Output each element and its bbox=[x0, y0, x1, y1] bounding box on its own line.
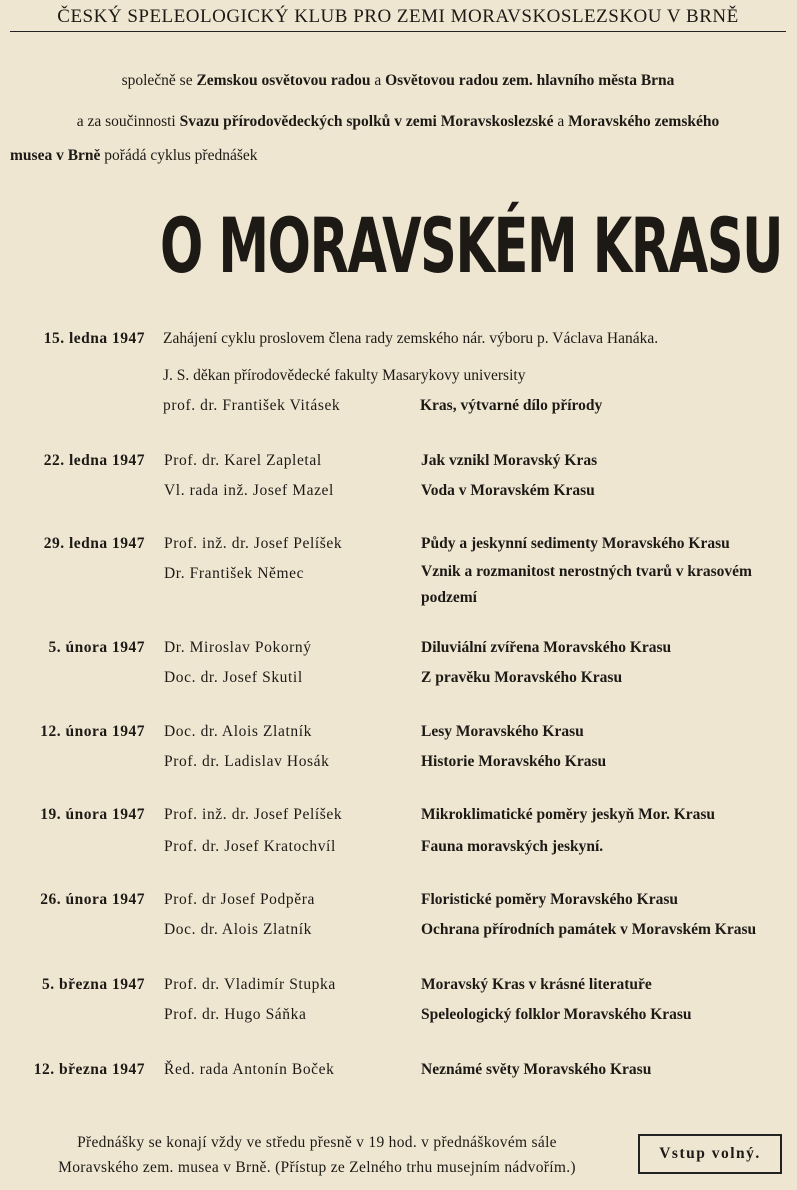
lecture-speaker: Prof. dr. Josef Kratochvíl bbox=[164, 838, 336, 855]
lecture-speaker: Doc. dr. Josef Skutil bbox=[164, 669, 303, 686]
intro-org: musea v Brně bbox=[10, 147, 101, 164]
poster-title: O MORAVSKÉM KRASU bbox=[160, 201, 783, 290]
lecture-topic: Fauna moravských jeskyní. bbox=[421, 838, 604, 855]
footer-line: Přednášky se konají vždy ve středu přesně v 19 hod. v přednáškovém sále bbox=[77, 1134, 557, 1151]
lecture-speaker: Prof. dr. Vladimír Stupka bbox=[164, 976, 336, 993]
lecture-topic: Speleologický folklor Moravského Krasu bbox=[421, 1006, 692, 1023]
lecture-topic: Ochrana přírodních památek v Moravském Krasu bbox=[421, 921, 757, 938]
intro-line-2 bbox=[10, 113, 786, 131]
lecture-topic: Půdy a jeskynní sedimenty Moravského Krasu bbox=[421, 535, 730, 552]
lecture-topic: Floristické poměry Moravského Krasu bbox=[421, 891, 679, 908]
intro-text: a bbox=[370, 72, 386, 89]
lecture-speaker: Řed. rada Antonín Boček bbox=[164, 1061, 335, 1078]
intro-org: Svazu přírodovědeckých spolků v zemi Moravskoslezské bbox=[179, 113, 554, 130]
lecture-date: 5. března 1947 bbox=[41, 976, 145, 993]
lecture-speaker: Vl. rada inž. Josef Mazel bbox=[164, 482, 334, 499]
intro-org: Zemskou osvětovou radou bbox=[196, 72, 371, 89]
lecture-topic: Z pravěku Moravského Krasu bbox=[421, 669, 623, 686]
lecture-date: 22. ledna 1947 bbox=[43, 452, 145, 469]
lecture-speaker: Prof. dr. Hugo Sáňka bbox=[164, 1006, 307, 1023]
intro-text: pořádá cyklus přednášek bbox=[100, 147, 258, 164]
intro-line-3 bbox=[10, 147, 786, 165]
lecture-topic: Kras, výtvarné dílo přírody bbox=[420, 397, 603, 414]
lecture-topic: Voda v Moravském Krasu bbox=[421, 482, 595, 499]
lecture-speaker: prof. dr. František Vitásek bbox=[163, 397, 341, 414]
lecture-topic: Neznámé světy Moravského Krasu bbox=[421, 1061, 652, 1078]
intro-org: Osvětovou radou zem. hlavního města Brna bbox=[385, 72, 675, 89]
organization-header: ČESKÝ SPELEOLOGICKÝ KLUB PRO ZEMI MORAVSKOSLEZSKOU V BRNĚ bbox=[10, 6, 786, 32]
lecture-topic: Jak vznikl Moravský Kras bbox=[421, 452, 598, 469]
lecture-date: 12. března 1947 bbox=[33, 1061, 145, 1078]
lecture-speaker: Prof. dr Josef Podpěra bbox=[164, 891, 315, 908]
lecture-speaker: Prof. dr. Karel Zapletal bbox=[164, 452, 322, 469]
opening-text: Zahájení cyklu proslovem člena rady zemského nár. výboru p. Václava Hanáka. bbox=[163, 330, 659, 347]
lecture-date: 5. února 1947 bbox=[48, 639, 145, 656]
lecture-date: 15. ledna 1947 bbox=[43, 330, 145, 347]
lecture-topic: Diluviální zvířena Moravského Krasu bbox=[421, 639, 672, 656]
lecture-topic: Historie Moravského Krasu bbox=[421, 753, 607, 770]
lecture-date: 19. února 1947 bbox=[40, 806, 145, 823]
intro-text: a za součinnosti bbox=[76, 113, 180, 130]
lecture-date: 12. února 1947 bbox=[40, 723, 145, 740]
lecture-topic: Lesy Moravského Krasu bbox=[421, 723, 584, 740]
intro-line-1 bbox=[10, 72, 786, 90]
lecture-date: 26. února 1947 bbox=[40, 891, 145, 908]
free-entry-box: Vstup volný. bbox=[638, 1134, 782, 1174]
lecture-topic: Moravský Kras v krásné literatuře bbox=[421, 976, 652, 993]
lecture-speaker: Doc. dr. Alois Zlatník bbox=[164, 723, 312, 740]
footer-line: Moravského zem. musea v Brně. (Přístup ze Zelného trhu musejním nádvořím.) bbox=[58, 1159, 576, 1176]
lecture-topic: Vznik a rozmanitost nerostných tvarů v krasovém podzemí bbox=[421, 563, 752, 606]
opening-subtext: J. S. děkan přírodovědecké fakulty Masarykovy university bbox=[163, 367, 526, 384]
intro-text: společně se bbox=[121, 72, 197, 89]
lecture-speaker: Doc. dr. Alois Zlatník bbox=[164, 921, 312, 938]
lecture-date: 29. ledna 1947 bbox=[43, 535, 145, 552]
footer-note bbox=[12, 1130, 622, 1180]
lecture-speaker: Dr. František Němec bbox=[164, 565, 305, 582]
lecture-speaker: Prof. dr. Ladislav Hosák bbox=[164, 753, 330, 770]
intro-text: a bbox=[553, 113, 569, 130]
intro-org: Moravského zemského bbox=[568, 113, 720, 130]
lecture-speaker: Prof. inž. dr. Josef Pelíšek bbox=[164, 806, 343, 823]
lecture-topic: Mikroklimatické poměry jeskyň Mor. Krasu bbox=[421, 806, 716, 823]
lecture-speaker: Dr. Miroslav Pokorný bbox=[164, 639, 312, 656]
lecture-speaker: Prof. inž. dr. Josef Pelíšek bbox=[164, 535, 343, 552]
